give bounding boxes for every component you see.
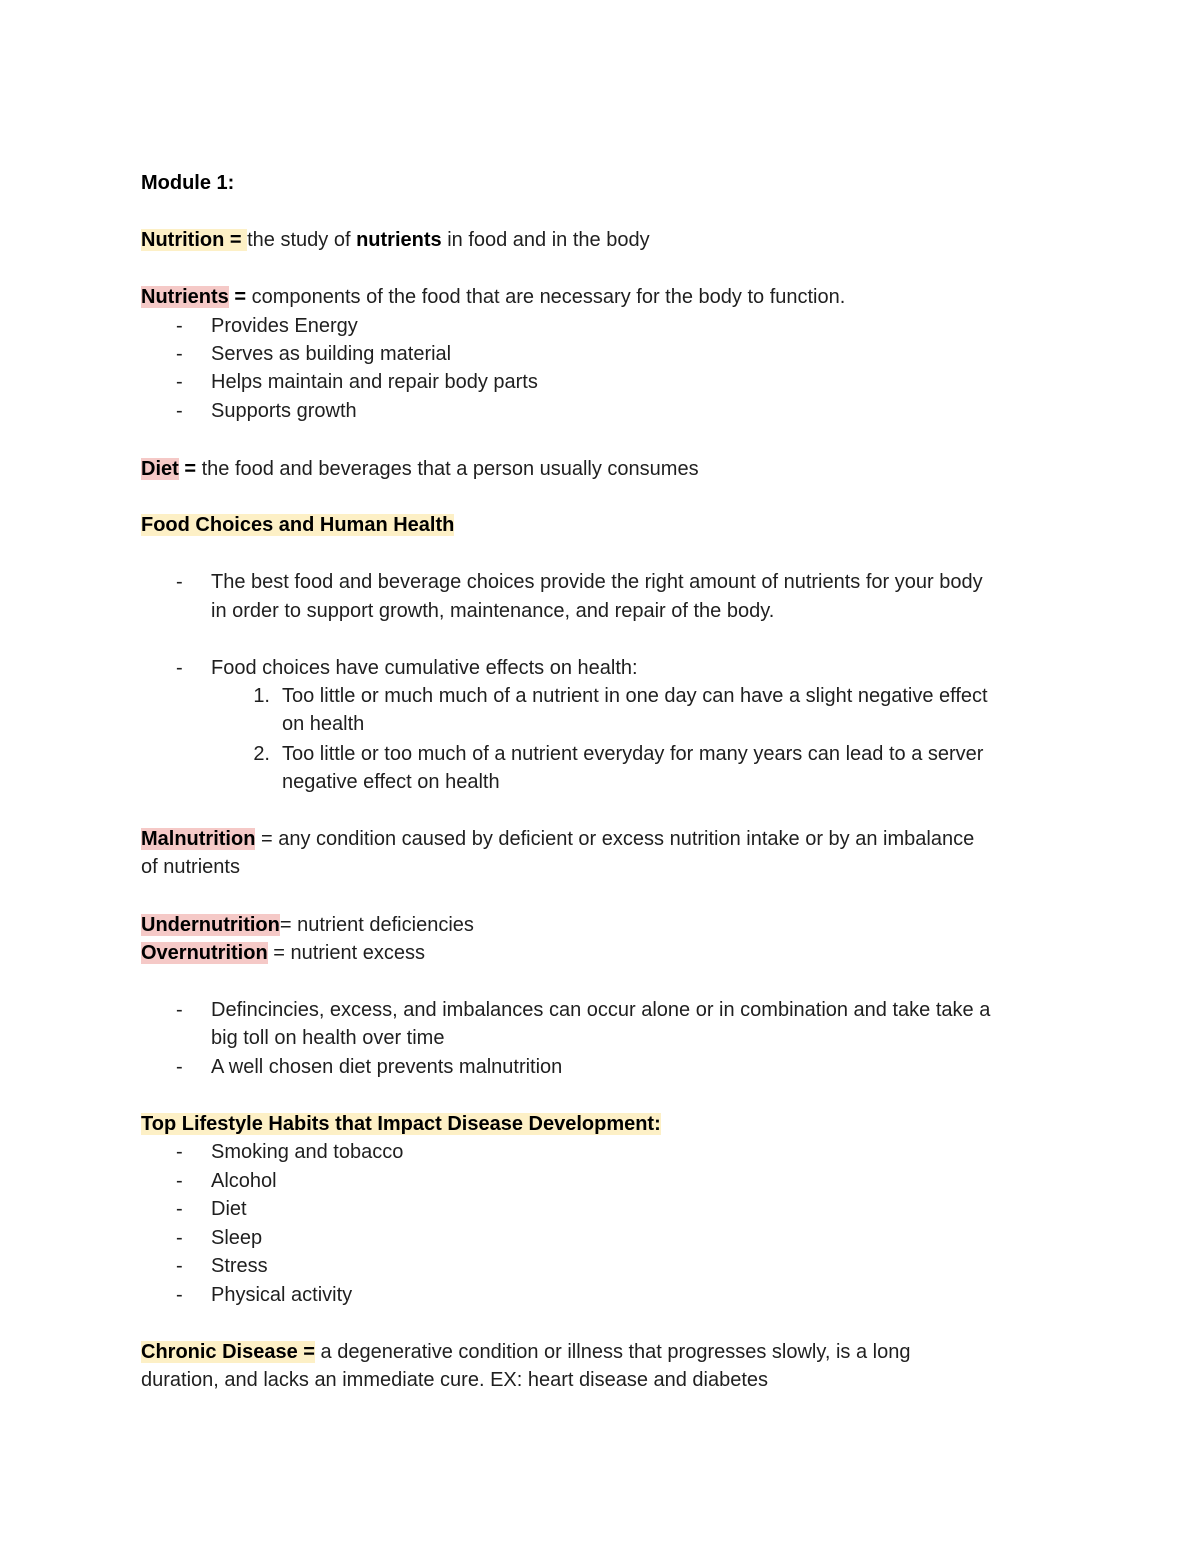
chronic-disease-definition-continuation: duration, and lacks an immediate cure. EX: heart disease and diabetes	[141, 1369, 769, 1391]
section-heading: Food Choices and Human Health	[141, 514, 455, 536]
undernutrition-term: Undernutrition	[141, 914, 280, 936]
chronic-disease-definition: Chronic Disease = a degenerative condition or illness that progresses slowly, is a long	[141, 1341, 911, 1363]
diet-term: Diet	[141, 458, 179, 480]
chronic-disease-term: Chronic Disease =	[141, 1341, 315, 1363]
overnutrition-definition: Overnutrition = nutrient excess	[141, 942, 425, 964]
nutrition-definition: Nutrition = the study of nutrients in food and in the body	[141, 229, 650, 251]
module-title: Module 1:	[141, 172, 235, 194]
malnutrition-definition-continuation: of nutrients	[141, 856, 240, 878]
malnutrition-term: Malnutrition	[141, 828, 256, 850]
undernutrition-definition: Undernutrition= nutrient deficiencies	[141, 914, 474, 936]
overnutrition-term: Overnutrition	[141, 942, 268, 964]
nutrients-definition: Nutrients = components of the food that are necessary for the body to function.	[141, 286, 846, 308]
malnutrition-definition: Malnutrition = any condition caused by deficient or excess nutrition intake or by an imbalance	[141, 828, 975, 850]
diet-definition: Diet = the food and beverages that a person usually consumes	[141, 458, 699, 480]
section-heading: Top Lifestyle Habits that Impact Disease Development:	[141, 1113, 661, 1135]
nutrition-term: Nutrition	[141, 229, 225, 251]
nutrients-term: Nutrients	[141, 286, 229, 308]
